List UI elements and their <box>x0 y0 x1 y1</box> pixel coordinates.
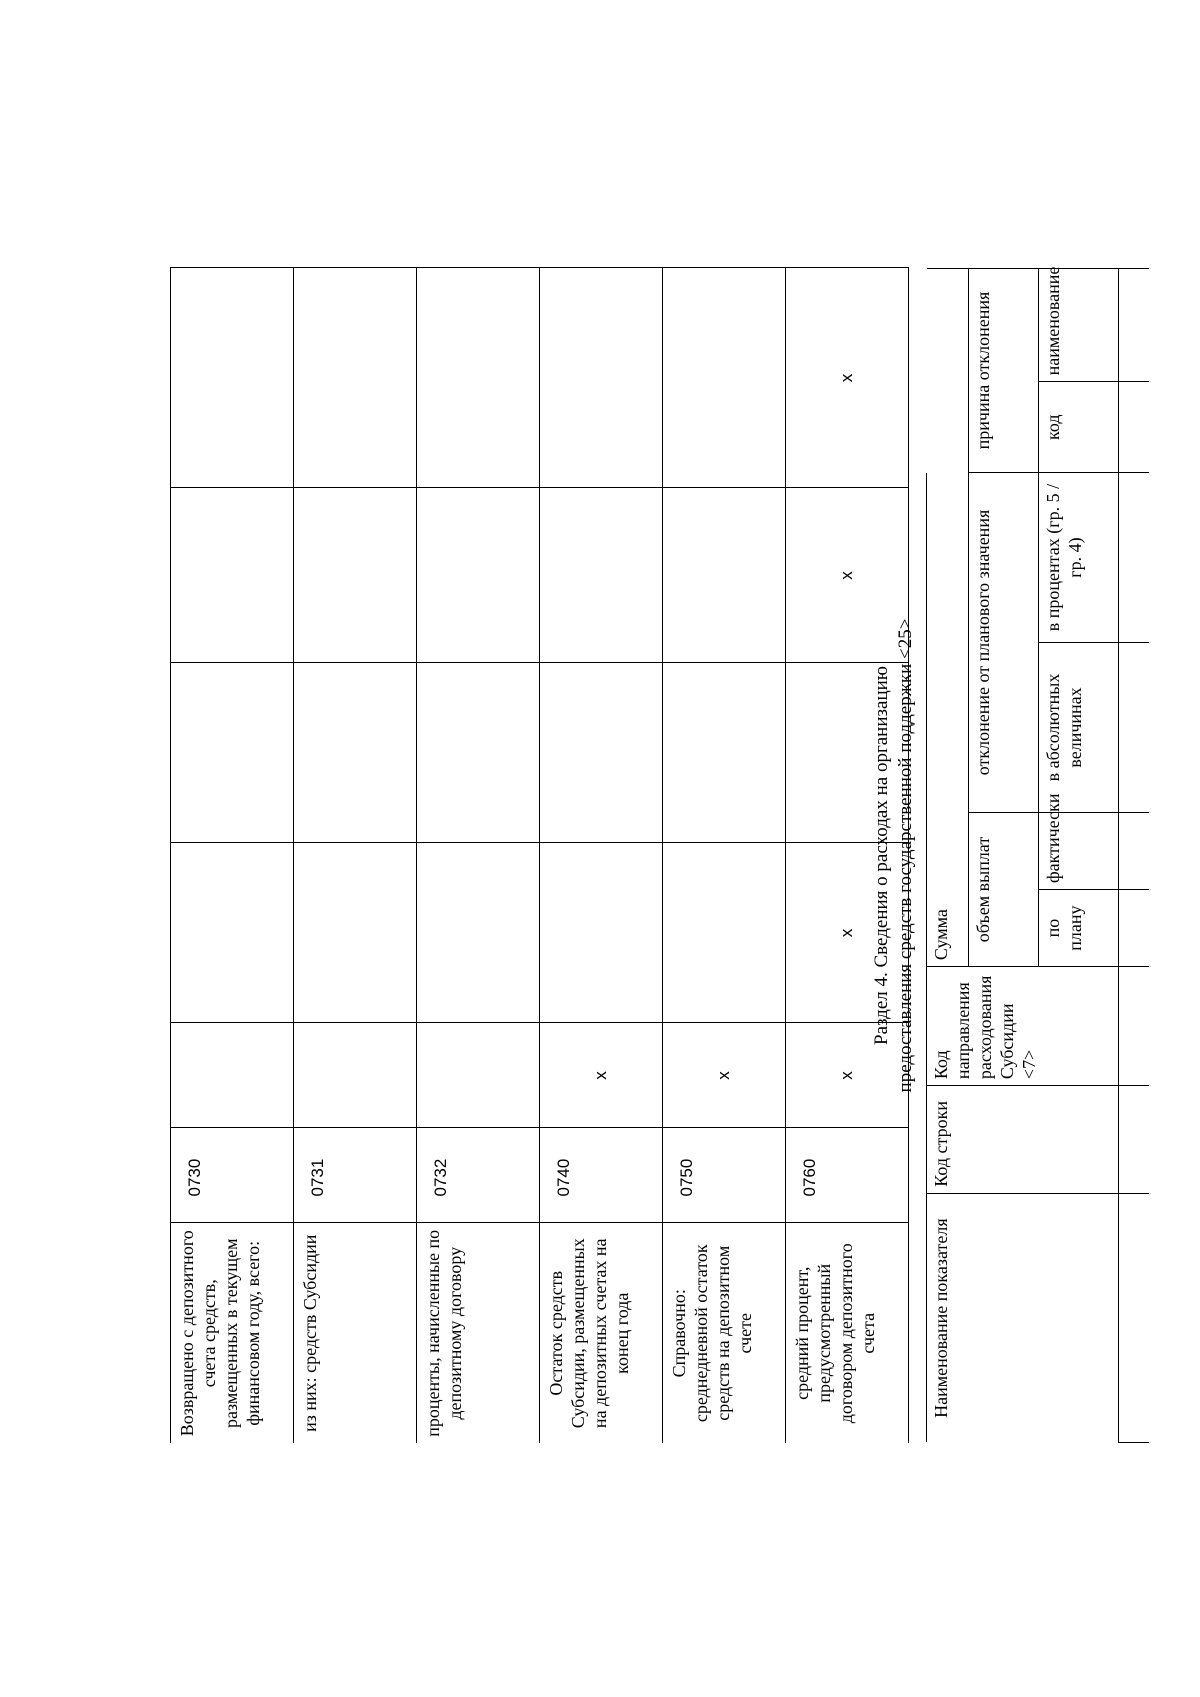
row-code-text: 0750 <box>677 1158 696 1197</box>
body-cell <box>1119 643 1149 813</box>
value-cell <box>171 488 294 663</box>
value-cell <box>540 843 663 1023</box>
value-cell <box>663 663 786 843</box>
indicator-name-text: средний процент, предусмотренный договором депозитного счета <box>792 1243 878 1424</box>
value-cell <box>294 268 417 488</box>
body-cell <box>1119 269 1149 382</box>
value-cell <box>663 1023 786 1128</box>
row-code-text: 0740 <box>554 1158 573 1197</box>
body-cell <box>1119 1086 1149 1194</box>
header-sum: Сумма <box>927 473 969 967</box>
header-row-code: Код строки <box>927 1086 1119 1194</box>
value-cell <box>663 268 786 488</box>
value-cell <box>663 488 786 663</box>
indicator-name-text: Возвращено с депозитного счета средств, размещенных в текущем финансовом году, всего: <box>177 1230 263 1437</box>
value-cell-text: x <box>837 1071 857 1080</box>
row-code-text: 0760 <box>800 1158 819 1197</box>
value-cell <box>540 268 663 488</box>
row-code-text: 0730 <box>185 1158 204 1197</box>
section-4-title-line2: предоставления средств государственной поддержки <25> <box>894 618 916 1093</box>
body-cell <box>1119 1193 1149 1442</box>
value-cell <box>171 843 294 1023</box>
value-cell <box>417 488 540 663</box>
body-cell <box>1119 473 1149 643</box>
value-cell <box>417 1023 540 1128</box>
indicator-name-text: Остаток средств Субсидии, размещенных на депозитных счетах на конец года <box>546 1238 632 1429</box>
table-row <box>417 268 540 1443</box>
value-cell <box>171 268 294 488</box>
table-row <box>171 268 294 1443</box>
body-cell <box>1119 382 1149 473</box>
body-cell <box>1119 890 1149 967</box>
header-direction-code: Код направления расходования Субсидии <7> <box>927 967 1119 1086</box>
body-cell <box>1119 813 1149 890</box>
header-reason-name: наименование <box>1039 269 1119 382</box>
value-cell-text: x <box>837 928 857 938</box>
indicator-name <box>540 1223 663 1443</box>
body-cell <box>1119 967 1149 1086</box>
row-code-text: 0732 <box>431 1158 450 1197</box>
value-cell <box>294 663 417 843</box>
row-code <box>171 1128 294 1223</box>
value-cell <box>540 1023 663 1128</box>
row-code <box>663 1128 786 1223</box>
section-4-header-table <box>926 268 1149 1443</box>
indicator-name <box>171 1223 294 1443</box>
indicator-name-text: Справочно: среднедневной остаток средств на депозитном счете <box>669 1244 755 1423</box>
table-row <box>540 268 663 1443</box>
indicator-name <box>294 1223 417 1443</box>
indicator-name-text: из них: средств Субсидии <box>300 1234 320 1432</box>
section-4-title <box>870 268 918 1443</box>
header-pct: в процентах (гр. 5 / гр. 4) <box>1039 473 1119 643</box>
header-deviation: отклонение от планового значения <box>969 473 1039 813</box>
indicator-name-text: проценты, начисленные по депозитному договору <box>423 1229 465 1437</box>
header-indicator-name: Наименование показателя <box>927 1193 1119 1442</box>
value-cell <box>417 663 540 843</box>
value-cell-text: x <box>837 571 857 580</box>
row-code-text: 0731 <box>308 1158 327 1197</box>
value-cell <box>417 843 540 1023</box>
value-cell-text: x <box>591 1071 611 1080</box>
deposit-table <box>170 268 909 1444</box>
row-code <box>540 1128 663 1223</box>
header-abs: в абсолютных величинах <box>1039 643 1119 813</box>
header-volume: объем выплат <box>969 813 1039 967</box>
table-row <box>663 268 786 1443</box>
header-fact: фактически <box>1039 813 1119 890</box>
row-code <box>294 1128 417 1223</box>
value-cell <box>171 663 294 843</box>
header-plan: по плану <box>1039 890 1119 967</box>
indicator-name <box>417 1223 540 1443</box>
header-reason: причина отклонения <box>969 269 1039 473</box>
value-cell <box>540 488 663 663</box>
rotated-page-content <box>170 268 1130 1443</box>
value-cell-text: x <box>714 1071 734 1080</box>
row-code <box>417 1128 540 1223</box>
value-cell-text: x <box>837 373 857 383</box>
value-cell <box>171 1023 294 1128</box>
value-cell <box>294 1023 417 1128</box>
table-row <box>294 268 417 1443</box>
header-sum-blank <box>927 269 969 473</box>
value-cell <box>417 268 540 488</box>
value-cell <box>540 663 663 843</box>
header-reason-code: код <box>1039 382 1119 473</box>
section-4-title-line1: Раздел 4. Сведения о расходах на организацию <box>871 666 892 1045</box>
value-cell <box>294 488 417 663</box>
value-cell <box>294 843 417 1023</box>
indicator-name <box>663 1223 786 1443</box>
value-cell <box>663 843 786 1023</box>
